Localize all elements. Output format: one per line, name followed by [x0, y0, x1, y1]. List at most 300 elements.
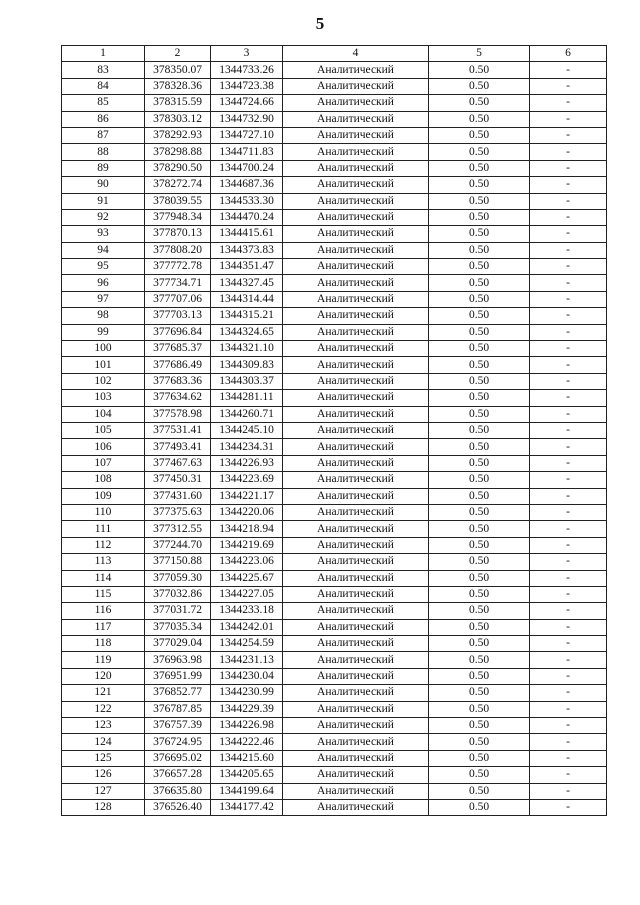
accuracy-cell: 0.50 [429, 209, 530, 225]
x-coordinate-cell: 377734.71 [145, 275, 211, 291]
column-header: 6 [530, 46, 607, 62]
method-cell: Аналитический [283, 324, 429, 340]
note-cell: - [530, 62, 607, 78]
point-number-cell: 84 [62, 78, 145, 94]
x-coordinate-cell: 377870.13 [145, 226, 211, 242]
y-coordinate-cell: 1344315.21 [211, 308, 283, 324]
y-coordinate-cell: 1344724.66 [211, 95, 283, 111]
note-cell: - [530, 144, 607, 160]
accuracy-cell: 0.50 [429, 422, 530, 438]
x-coordinate-cell: 377948.34 [145, 209, 211, 225]
accuracy-cell: 0.50 [429, 111, 530, 127]
x-coordinate-cell: 378039.55 [145, 193, 211, 209]
note-cell: - [530, 422, 607, 438]
method-cell: Аналитический [283, 652, 429, 668]
table-row [62, 275, 607, 291]
method-cell: Аналитический [283, 554, 429, 570]
y-coordinate-cell: 1344327.45 [211, 275, 283, 291]
table-row [62, 570, 607, 586]
note-cell: - [530, 734, 607, 750]
table-row [62, 341, 607, 357]
y-coordinate-cell: 1344687.36 [211, 177, 283, 193]
x-coordinate-cell: 377685.37 [145, 341, 211, 357]
note-cell: - [530, 570, 607, 586]
table-row [62, 406, 607, 422]
accuracy-cell: 0.50 [429, 554, 530, 570]
accuracy-cell: 0.50 [429, 373, 530, 389]
page-number: 5 [315, 14, 325, 33]
point-number-cell: 122 [62, 701, 145, 717]
point-number-cell: 100 [62, 341, 145, 357]
table-row [62, 701, 607, 717]
accuracy-cell: 0.50 [429, 324, 530, 340]
accuracy-cell: 0.50 [429, 718, 530, 734]
point-number-cell: 97 [62, 291, 145, 307]
note-cell: - [530, 455, 607, 471]
table-row [62, 242, 607, 258]
point-number-cell: 102 [62, 373, 145, 389]
coordinates-table [61, 45, 607, 816]
table-row [62, 603, 607, 619]
x-coordinate-cell: 377707.06 [145, 291, 211, 307]
x-coordinate-cell: 377808.20 [145, 242, 211, 258]
point-number-cell: 119 [62, 652, 145, 668]
method-cell: Аналитический [283, 718, 429, 734]
x-coordinate-cell: 377150.88 [145, 554, 211, 570]
point-number-cell: 124 [62, 734, 145, 750]
y-coordinate-cell: 1344324.65 [211, 324, 283, 340]
method-cell: Аналитический [283, 603, 429, 619]
table-row [62, 783, 607, 799]
x-coordinate-cell: 377531.41 [145, 422, 211, 438]
point-number-cell: 105 [62, 422, 145, 438]
note-cell: - [530, 127, 607, 143]
accuracy-cell: 0.50 [429, 242, 530, 258]
method-cell: Аналитический [283, 422, 429, 438]
y-coordinate-cell: 1344230.99 [211, 685, 283, 701]
y-coordinate-cell: 1344231.13 [211, 652, 283, 668]
accuracy-cell: 0.50 [429, 127, 530, 143]
point-number-cell: 113 [62, 554, 145, 570]
table-row [62, 422, 607, 438]
y-coordinate-cell: 1344415.61 [211, 226, 283, 242]
accuracy-cell: 0.50 [429, 701, 530, 717]
method-cell: Аналитический [283, 504, 429, 520]
note-cell: - [530, 111, 607, 127]
note-cell: - [530, 603, 607, 619]
x-coordinate-cell: 377031.72 [145, 603, 211, 619]
point-number-cell: 98 [62, 308, 145, 324]
accuracy-cell: 0.50 [429, 750, 530, 766]
table-row [62, 537, 607, 553]
y-coordinate-cell: 1344242.01 [211, 619, 283, 635]
accuracy-cell: 0.50 [429, 390, 530, 406]
note-cell: - [530, 308, 607, 324]
accuracy-cell: 0.50 [429, 586, 530, 602]
y-coordinate-cell: 1344309.83 [211, 357, 283, 373]
table-row [62, 455, 607, 471]
note-cell: - [530, 701, 607, 717]
x-coordinate-cell: 377686.49 [145, 357, 211, 373]
note-cell: - [530, 750, 607, 766]
method-cell: Аналитический [283, 537, 429, 553]
table-row [62, 652, 607, 668]
method-cell: Аналитический [283, 209, 429, 225]
accuracy-cell: 0.50 [429, 504, 530, 520]
table-row [62, 619, 607, 635]
accuracy-cell: 0.50 [429, 537, 530, 553]
table-row [62, 144, 607, 160]
y-coordinate-cell: 1344727.10 [211, 127, 283, 143]
note-cell: - [530, 668, 607, 684]
note-cell: - [530, 767, 607, 783]
y-coordinate-cell: 1344177.42 [211, 799, 283, 815]
y-coordinate-cell: 1344723.38 [211, 78, 283, 94]
y-coordinate-cell: 1344215.60 [211, 750, 283, 766]
table-row [62, 160, 607, 176]
point-number-cell: 101 [62, 357, 145, 373]
method-cell: Аналитический [283, 799, 429, 815]
accuracy-cell: 0.50 [429, 799, 530, 815]
note-cell: - [530, 636, 607, 652]
note-cell: - [530, 373, 607, 389]
method-cell: Аналитический [283, 619, 429, 635]
y-coordinate-cell: 1344281.11 [211, 390, 283, 406]
point-number-cell: 117 [62, 619, 145, 635]
y-coordinate-cell: 1344711.83 [211, 144, 283, 160]
method-cell: Аналитический [283, 668, 429, 684]
point-number-cell: 107 [62, 455, 145, 471]
y-coordinate-cell: 1344234.31 [211, 439, 283, 455]
note-cell: - [530, 275, 607, 291]
accuracy-cell: 0.50 [429, 406, 530, 422]
method-cell: Аналитический [283, 750, 429, 766]
x-coordinate-cell: 377029.04 [145, 636, 211, 652]
y-coordinate-cell: 1344199.64 [211, 783, 283, 799]
x-coordinate-cell: 377467.63 [145, 455, 211, 471]
table-row [62, 259, 607, 275]
table-row [62, 718, 607, 734]
note-cell: - [530, 537, 607, 553]
point-number-cell: 103 [62, 390, 145, 406]
y-coordinate-cell: 1344733.26 [211, 62, 283, 78]
x-coordinate-cell: 376951.99 [145, 668, 211, 684]
point-number-cell: 87 [62, 127, 145, 143]
x-coordinate-cell: 376963.98 [145, 652, 211, 668]
accuracy-cell: 0.50 [429, 160, 530, 176]
x-coordinate-cell: 377059.30 [145, 570, 211, 586]
x-coordinate-cell: 378298.88 [145, 144, 211, 160]
y-coordinate-cell: 1344220.06 [211, 504, 283, 520]
table-row [62, 488, 607, 504]
x-coordinate-cell: 377375.63 [145, 504, 211, 520]
method-cell: Аналитический [283, 95, 429, 111]
note-cell: - [530, 554, 607, 570]
method-cell: Аналитический [283, 62, 429, 78]
method-cell: Аналитический [283, 160, 429, 176]
accuracy-cell: 0.50 [429, 619, 530, 635]
x-coordinate-cell: 376724.95 [145, 734, 211, 750]
note-cell: - [530, 472, 607, 488]
point-number-cell: 106 [62, 439, 145, 455]
point-number-cell: 123 [62, 718, 145, 734]
x-coordinate-cell: 377493.41 [145, 439, 211, 455]
note-cell: - [530, 488, 607, 504]
y-coordinate-cell: 1344226.93 [211, 455, 283, 471]
table-row [62, 636, 607, 652]
table-row [62, 439, 607, 455]
x-coordinate-cell: 378292.93 [145, 127, 211, 143]
table-row [62, 291, 607, 307]
x-coordinate-cell: 377772.78 [145, 259, 211, 275]
point-number-cell: 96 [62, 275, 145, 291]
table-row [62, 193, 607, 209]
y-coordinate-cell: 1344219.69 [211, 537, 283, 553]
point-number-cell: 116 [62, 603, 145, 619]
method-cell: Аналитический [283, 783, 429, 799]
x-coordinate-cell: 378290.50 [145, 160, 211, 176]
method-cell: Аналитический [283, 78, 429, 94]
y-coordinate-cell: 1344225.67 [211, 570, 283, 586]
point-number-cell: 85 [62, 95, 145, 111]
note-cell: - [530, 177, 607, 193]
y-coordinate-cell: 1344226.98 [211, 718, 283, 734]
x-coordinate-cell: 376757.39 [145, 718, 211, 734]
x-coordinate-cell: 377578.98 [145, 406, 211, 422]
note-cell: - [530, 78, 607, 94]
table-row [62, 209, 607, 225]
accuracy-cell: 0.50 [429, 357, 530, 373]
table-row [62, 586, 607, 602]
method-cell: Аналитический [283, 242, 429, 258]
x-coordinate-cell: 378328.36 [145, 78, 211, 94]
note-cell: - [530, 439, 607, 455]
point-number-cell: 91 [62, 193, 145, 209]
y-coordinate-cell: 1344227.05 [211, 586, 283, 602]
point-number-cell: 92 [62, 209, 145, 225]
y-coordinate-cell: 1344321.10 [211, 341, 283, 357]
note-cell: - [530, 160, 607, 176]
table-row [62, 685, 607, 701]
method-cell: Аналитический [283, 488, 429, 504]
point-number-cell: 110 [62, 504, 145, 520]
table-header-row [62, 46, 607, 62]
point-number-cell: 108 [62, 472, 145, 488]
note-cell: - [530, 586, 607, 602]
note-cell: - [530, 619, 607, 635]
point-number-cell: 93 [62, 226, 145, 242]
table-row [62, 373, 607, 389]
accuracy-cell: 0.50 [429, 341, 530, 357]
method-cell: Аналитический [283, 685, 429, 701]
accuracy-cell: 0.50 [429, 668, 530, 684]
accuracy-cell: 0.50 [429, 95, 530, 111]
note-cell: - [530, 242, 607, 258]
note-cell: - [530, 226, 607, 242]
x-coordinate-cell: 376526.40 [145, 799, 211, 815]
point-number-cell: 120 [62, 668, 145, 684]
method-cell: Аналитический [283, 455, 429, 471]
table-row [62, 504, 607, 520]
y-coordinate-cell: 1344373.83 [211, 242, 283, 258]
note-cell: - [530, 799, 607, 815]
method-cell: Аналитический [283, 570, 429, 586]
y-coordinate-cell: 1344230.04 [211, 668, 283, 684]
x-coordinate-cell: 377696.84 [145, 324, 211, 340]
note-cell: - [530, 521, 607, 537]
x-coordinate-cell: 378303.12 [145, 111, 211, 127]
column-header: 4 [283, 46, 429, 62]
method-cell: Аналитический [283, 127, 429, 143]
x-coordinate-cell: 376635.80 [145, 783, 211, 799]
table-row [62, 127, 607, 143]
x-coordinate-cell: 377450.31 [145, 472, 211, 488]
table-row [62, 668, 607, 684]
x-coordinate-cell: 377683.36 [145, 373, 211, 389]
table-row [62, 357, 607, 373]
note-cell: - [530, 406, 607, 422]
y-coordinate-cell: 1344229.39 [211, 701, 283, 717]
note-cell: - [530, 95, 607, 111]
accuracy-cell: 0.50 [429, 521, 530, 537]
method-cell: Аналитический [283, 767, 429, 783]
note-cell: - [530, 291, 607, 307]
method-cell: Аналитический [283, 291, 429, 307]
method-cell: Аналитический [283, 439, 429, 455]
x-coordinate-cell: 378272.74 [145, 177, 211, 193]
table-row [62, 226, 607, 242]
accuracy-cell: 0.50 [429, 439, 530, 455]
y-coordinate-cell: 1344233.18 [211, 603, 283, 619]
table-row [62, 554, 607, 570]
table-row [62, 177, 607, 193]
method-cell: Аналитический [283, 226, 429, 242]
table-row [62, 750, 607, 766]
x-coordinate-cell: 376787.85 [145, 701, 211, 717]
accuracy-cell: 0.50 [429, 570, 530, 586]
point-number-cell: 83 [62, 62, 145, 78]
accuracy-cell: 0.50 [429, 603, 530, 619]
column-header: 5 [429, 46, 530, 62]
accuracy-cell: 0.50 [429, 177, 530, 193]
x-coordinate-cell: 377312.55 [145, 521, 211, 537]
table-row [62, 521, 607, 537]
point-number-cell: 99 [62, 324, 145, 340]
note-cell: - [530, 504, 607, 520]
point-number-cell: 125 [62, 750, 145, 766]
note-cell: - [530, 357, 607, 373]
accuracy-cell: 0.50 [429, 291, 530, 307]
point-number-cell: 112 [62, 537, 145, 553]
method-cell: Аналитический [283, 275, 429, 291]
accuracy-cell: 0.50 [429, 308, 530, 324]
y-coordinate-cell: 1344205.65 [211, 767, 283, 783]
accuracy-cell: 0.50 [429, 636, 530, 652]
method-cell: Аналитический [283, 390, 429, 406]
point-number-cell: 94 [62, 242, 145, 258]
y-coordinate-cell: 1344700.24 [211, 160, 283, 176]
point-number-cell: 115 [62, 586, 145, 602]
x-coordinate-cell: 378350.07 [145, 62, 211, 78]
point-number-cell: 109 [62, 488, 145, 504]
method-cell: Аналитический [283, 144, 429, 160]
table-row [62, 111, 607, 127]
y-coordinate-cell: 1344260.71 [211, 406, 283, 422]
column-header: 3 [211, 46, 283, 62]
accuracy-cell: 0.50 [429, 78, 530, 94]
y-coordinate-cell: 1344732.90 [211, 111, 283, 127]
table-row [62, 472, 607, 488]
note-cell: - [530, 209, 607, 225]
method-cell: Аналитический [283, 193, 429, 209]
table-row [62, 799, 607, 815]
y-coordinate-cell: 1344223.69 [211, 472, 283, 488]
table-row [62, 78, 607, 94]
x-coordinate-cell: 378315.59 [145, 95, 211, 111]
point-number-cell: 114 [62, 570, 145, 586]
note-cell: - [530, 259, 607, 275]
note-cell: - [530, 193, 607, 209]
y-coordinate-cell: 1344303.37 [211, 373, 283, 389]
method-cell: Аналитический [283, 177, 429, 193]
table-row [62, 324, 607, 340]
note-cell: - [530, 783, 607, 799]
method-cell: Аналитический [283, 734, 429, 750]
table-row [62, 308, 607, 324]
method-cell: Аналитический [283, 259, 429, 275]
table-row [62, 390, 607, 406]
method-cell: Аналитический [283, 308, 429, 324]
accuracy-cell: 0.50 [429, 455, 530, 471]
y-coordinate-cell: 1344222.46 [211, 734, 283, 750]
point-number-cell: 88 [62, 144, 145, 160]
accuracy-cell: 0.50 [429, 783, 530, 799]
point-number-cell: 89 [62, 160, 145, 176]
y-coordinate-cell: 1344221.17 [211, 488, 283, 504]
point-number-cell: 121 [62, 685, 145, 701]
table-row [62, 734, 607, 750]
method-cell: Аналитический [283, 701, 429, 717]
accuracy-cell: 0.50 [429, 767, 530, 783]
y-coordinate-cell: 1344254.59 [211, 636, 283, 652]
y-coordinate-cell: 1344218.94 [211, 521, 283, 537]
note-cell: - [530, 324, 607, 340]
x-coordinate-cell: 377634.62 [145, 390, 211, 406]
x-coordinate-cell: 376852.77 [145, 685, 211, 701]
method-cell: Аналитический [283, 636, 429, 652]
x-coordinate-cell: 377431.60 [145, 488, 211, 504]
note-cell: - [530, 718, 607, 734]
y-coordinate-cell: 1344314.44 [211, 291, 283, 307]
accuracy-cell: 0.50 [429, 275, 530, 291]
method-cell: Аналитический [283, 341, 429, 357]
accuracy-cell: 0.50 [429, 259, 530, 275]
method-cell: Аналитический [283, 406, 429, 422]
table-row [62, 95, 607, 111]
accuracy-cell: 0.50 [429, 734, 530, 750]
point-number-cell: 86 [62, 111, 145, 127]
point-number-cell: 128 [62, 799, 145, 815]
point-number-cell: 126 [62, 767, 145, 783]
point-number-cell: 104 [62, 406, 145, 422]
y-coordinate-cell: 1344351.47 [211, 259, 283, 275]
x-coordinate-cell: 377035.34 [145, 619, 211, 635]
table-body [62, 62, 607, 816]
method-cell: Аналитический [283, 521, 429, 537]
accuracy-cell: 0.50 [429, 226, 530, 242]
point-number-cell: 90 [62, 177, 145, 193]
y-coordinate-cell: 1344533.30 [211, 193, 283, 209]
